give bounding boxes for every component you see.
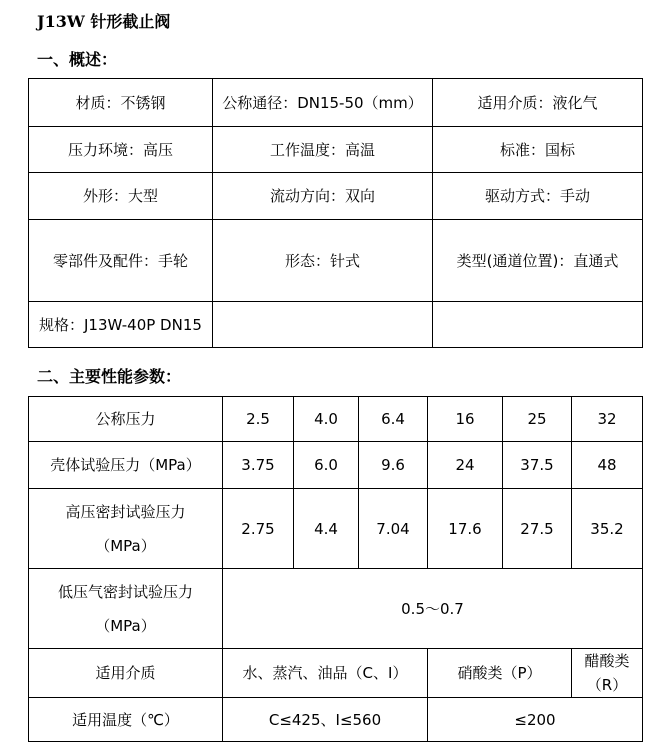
param-label: 壳体试验压力（MPa） (29, 442, 223, 489)
overview-cell: 零部件及配件：手轮 (29, 220, 213, 302)
section-params-heading: 二、主要性能参数： (37, 367, 182, 386)
overview-cell: 规格：J13W-40P DN15 (29, 302, 213, 348)
document-title: J13W 针形截止阀 (37, 12, 171, 31)
overview-table (28, 78, 643, 348)
overview-cell: 工作温度：高温 (213, 127, 433, 173)
overview-cell: 标准：国标 (433, 127, 643, 173)
param-value: 9.6 (359, 442, 428, 489)
overview-cell: 材质：不锈钢 (29, 79, 213, 127)
param-value: ≤200 (428, 698, 643, 742)
param-value: 24 (428, 442, 503, 489)
param-label: 适用介质 (29, 649, 223, 698)
param-value: 37.5 (503, 442, 572, 489)
param-value: 水、蒸汽、油品（C、I） (223, 649, 428, 698)
param-value: 17.6 (428, 489, 503, 569)
param-value: 醋酸类（R） (572, 649, 643, 698)
overview-cell: 形态：针式 (213, 220, 433, 302)
overview-cell: 压力环境：高压 (29, 127, 213, 173)
overview-cell (433, 302, 643, 348)
param-value: 2.75 (223, 489, 294, 569)
param-value: 硝酸类（P） (428, 649, 572, 698)
overview-cell: 适用介质：液化气 (433, 79, 643, 127)
param-label: 高压密封试验压力（MPa） (29, 489, 223, 569)
param-value: 4.0 (294, 397, 359, 442)
param-label: 低压气密封试验压力（MPa） (29, 569, 223, 649)
overview-cell: 驱动方式：手动 (433, 173, 643, 220)
param-value: 35.2 (572, 489, 643, 569)
param-label: 适用温度（℃） (29, 698, 223, 742)
overview-cell: 公称通径：DN15-50（mm） (213, 79, 433, 127)
param-value: 7.04 (359, 489, 428, 569)
param-value: 6.4 (359, 397, 428, 442)
param-value: 0.5～0.7 (223, 569, 643, 649)
param-value: 6.0 (294, 442, 359, 489)
overview-cell: 外形：大型 (29, 173, 213, 220)
overview-cell: 类型(通道位置)：直通式 (433, 220, 643, 302)
param-value: 25 (503, 397, 572, 442)
param-value: 16 (428, 397, 503, 442)
param-value: 4.4 (294, 489, 359, 569)
param-value: 48 (572, 442, 643, 489)
overview-cell: 流动方向：双向 (213, 173, 433, 220)
param-value: 3.75 (223, 442, 294, 489)
section-overview-heading: 一、概述： (37, 50, 118, 69)
params-table (28, 396, 643, 742)
param-value: 32 (572, 397, 643, 442)
param-value: 27.5 (503, 489, 572, 569)
param-value: 2.5 (223, 397, 294, 442)
overview-cell (213, 302, 433, 348)
param-value: C≤425、I≤560 (223, 698, 428, 742)
param-label: 公称压力 (29, 397, 223, 442)
